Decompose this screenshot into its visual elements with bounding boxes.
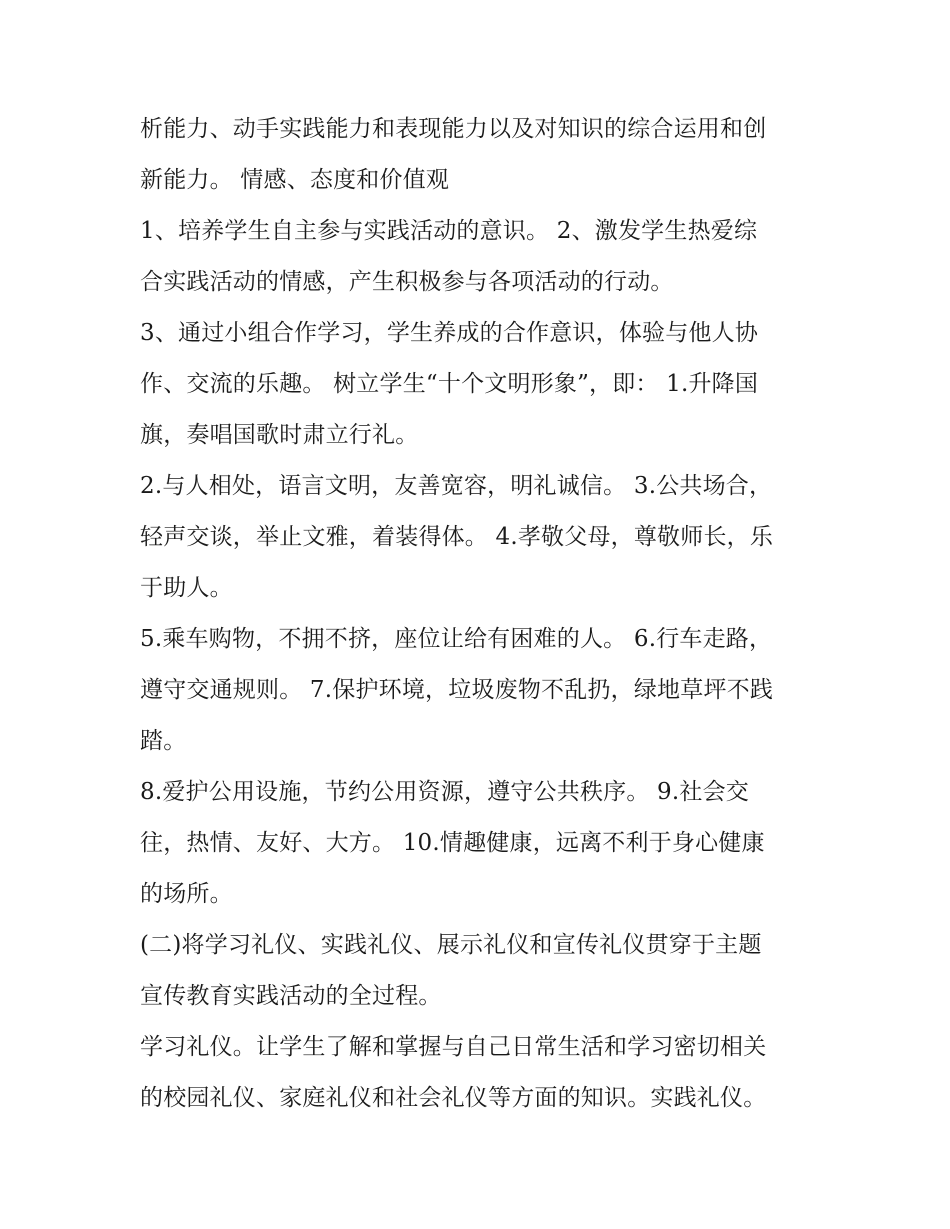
- text-line: 的校园礼仪、家庭礼仪和社会礼仪等方面的知识。实践礼仪。: [140, 1085, 767, 1111]
- text-line: 宣传教育实践活动的全过程。: [140, 983, 442, 1009]
- text-line: 3、通过小组合作学习，学生养成的合作意识，体验与他人协: [140, 320, 759, 346]
- text-line: 8.爱护公用设施，节约公用资源，遵守公共秩序。 9.社会交: [140, 779, 749, 805]
- text-line: 析能力、动手实践能力和表现能力以及对知识的综合运用和创: [140, 116, 767, 142]
- text-line: 旗，奏唱国歌时肃立行礼。: [140, 422, 419, 448]
- text-line: 合实践活动的情感，产生积极参与各项活动的行动。: [140, 269, 674, 295]
- text-line: 新能力。 情感、态度和价值观: [140, 167, 450, 193]
- text-line: (二)将学习礼仪、实践礼仪、展示礼仪和宣传礼仪贯穿于主题: [140, 932, 762, 958]
- text-line: 5.乘车购物，不拥不挤，座位让给有困难的人。 6.行车走路，: [140, 626, 773, 652]
- text-line: 踏。: [140, 728, 187, 754]
- text-line: 的场所。: [140, 881, 233, 907]
- text-line: 学习礼仪。让学生了解和掌握与自己日常生活和学习密切相关: [140, 1034, 767, 1060]
- text-line: 2.与人相处，语言文明，友善宽容，明礼诚信。 3.公共场合，: [140, 473, 773, 499]
- text-line: 作、交流的乐趣。 树立学生“十个文明形象”，即： 1.升降国: [140, 371, 759, 397]
- text-line: 往，热情、友好、大方。 10.情趣健康，远离不利于身心健康: [140, 830, 765, 856]
- text-line: 1、培养学生自主参与实践活动的意识。 2、激发学生热爱综: [140, 218, 758, 244]
- text-line: 于助人。: [140, 575, 233, 601]
- text-line: 遵守交通规则。 7.保护环境，垃圾废物不乱扔，绿地草坪不践: [140, 677, 774, 703]
- text-line: 轻声交谈，举止文雅，着装得体。 4.孝敬父母，尊敬师长，乐: [140, 524, 774, 550]
- document-body: [140, 104, 830, 1124]
